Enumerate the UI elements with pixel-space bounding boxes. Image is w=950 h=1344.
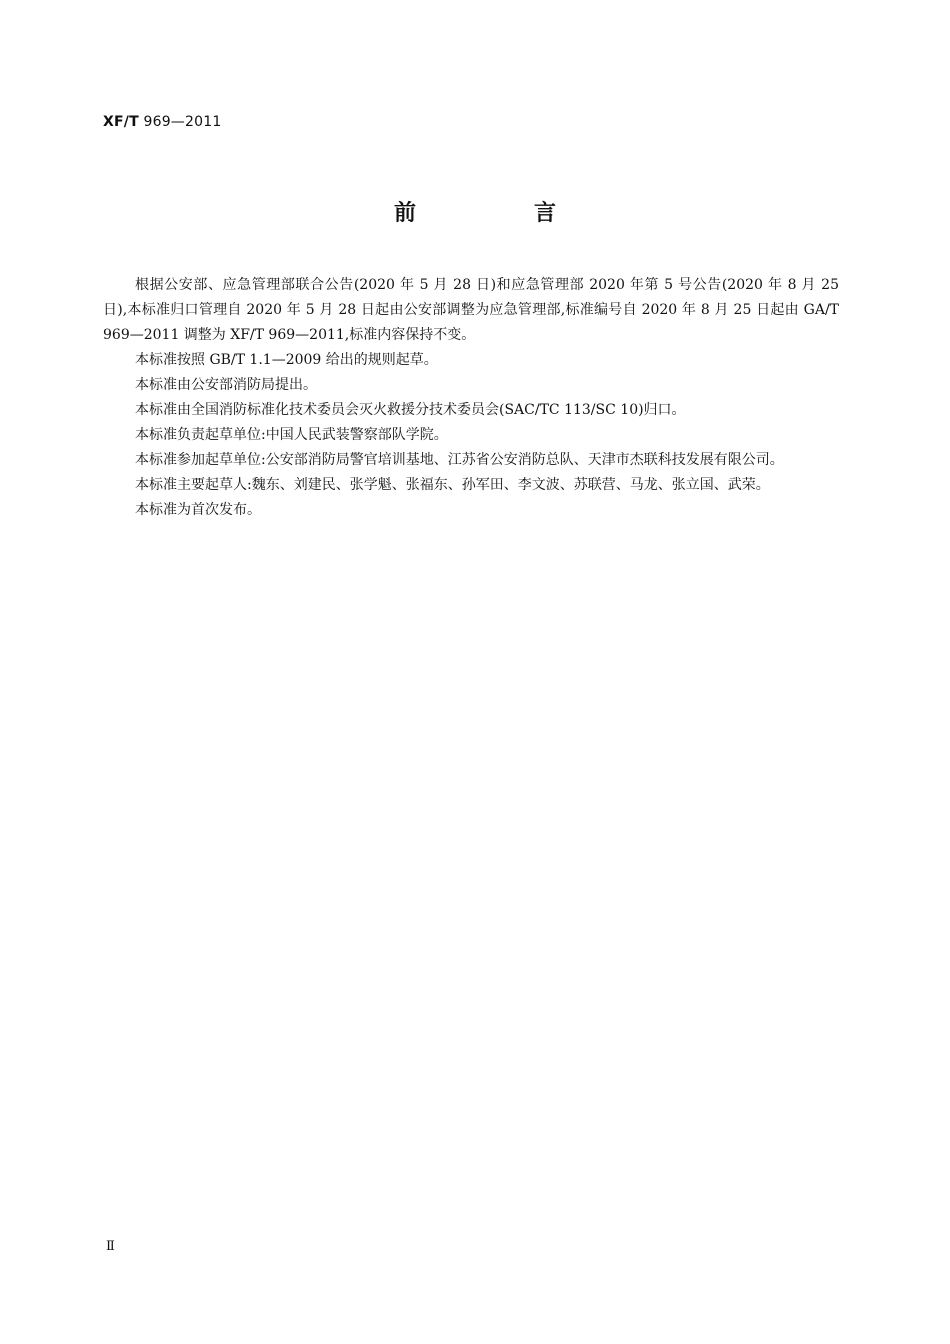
paragraph-drafting-rules: 本标准按照 GB/T 1.1—2009 给出的规则起草。 [135,352,438,368]
paragraph-lead-drafter: 本标准负责起草单位:中国人民武装警察部队学院。 [135,427,448,443]
standard-prefix: XF/T [103,114,139,130]
page-number: Ⅱ [106,1239,115,1254]
standard-number: 969—2011 [143,114,222,130]
paragraph-first-release: 本标准为首次发布。 [135,502,261,518]
paragraph-announcement: 根据公安部、应急管理部联合公告(2020 年 5 月 28 日)和应急管理部 2020 年第 5 号公告(2020 年 8 月 25 日),本标准归口管理自 2020 年 5 月 28 日起由公安部调整为应急管理部,标准编号自 2020 年 8 月 25 日起由 GA/T 969—2011 调整为 XF/T 969—2011,标准内容保持不变。 [103,277,839,343]
standard-code [103,114,221,130]
paragraph-proposer: 本标准由公安部消防局提出。 [135,377,317,393]
paragraph-committee: 本标准由全国消防标准化技术委员会灭火救援分技术委员会(SAC/TC 113/SC 10)归口。 [135,402,686,418]
page-title: 前 言 [393,201,604,226]
paragraph-participating-drafters: 本标准参加起草单位:公安部消防局警官培训基地、江苏省公安消防总队、天津市杰联科技发展有限公司。 [135,452,784,468]
paragraph-main-drafters: 本标准主要起草人:魏东、刘建民、张学魁、张福东、孙军田、李文波、苏联营、马龙、张立国、武荣。 [135,477,770,493]
foreword-body [103,273,839,523]
